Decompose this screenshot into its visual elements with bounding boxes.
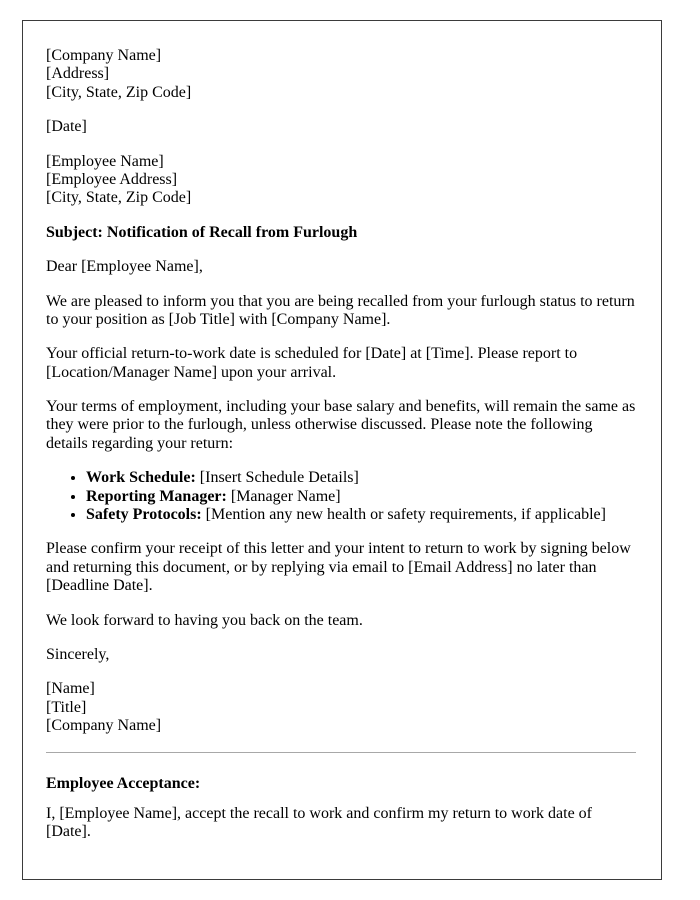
bullet-text: [Manager Name] (226, 487, 341, 505)
section-divider (46, 752, 636, 753)
sender-address-block (46, 47, 636, 102)
bullet-text: [Mention any new health or safety requirements, if applicable] (201, 506, 606, 524)
body-paragraph-confirmation: Please confirm your receipt of this letter and your intent to return to work by signing below and returning this document, or by replying via email to [Email Address] no later than [Deadline Date]. (46, 540, 631, 595)
letter-page (22, 20, 662, 880)
bullet-label: Reporting Manager: (86, 487, 227, 505)
list-item-reporting-manager (86, 488, 636, 506)
acceptance-sentence: I, [Employee Name], accept the recall to work and confirm my return to work date of [Date]. (46, 804, 593, 841)
signature-block (46, 680, 636, 735)
acceptance-heading: Employee Acceptance: (46, 774, 201, 792)
return-details-list (46, 469, 636, 524)
bullet-text: [Insert Schedule Details] (195, 469, 359, 487)
subject-line: Subject: Notification of Recall from Furlough (46, 223, 358, 241)
bullet-label: Work Schedule: (86, 469, 196, 487)
sender-company: [Company Name] (46, 47, 162, 64)
letter-date: [Date] (46, 118, 87, 136)
recipient-name: [Employee Name] (46, 152, 164, 170)
body-paragraph-return-date: Your official return-to-work date is scheduled for [Date] at [Time]. Please report to [Location/Manager Name] upon your arrival. (46, 345, 578, 381)
bullet-label: Safety Protocols: (86, 506, 202, 524)
signature-company: [Company Name] (46, 717, 162, 735)
sender-city-state-zip: [City, State, Zip Code] (46, 83, 192, 101)
body-paragraph-recall: We are pleased to inform you that you are being recalled from your furlough status to return to your position as [Job Title] with [Company Name]. (46, 292, 635, 328)
body-paragraph-terms: Your terms of employment, including your base salary and benefits, will remain the same as they were prior to the furlough, unless otherwise discussed. Please note the following details regarding your return: (46, 398, 636, 452)
signature-name: [Name] (46, 680, 95, 698)
recipient-address-block (46, 153, 636, 208)
recipient-city-state-zip: [City, State, Zip Code] (46, 189, 192, 207)
sender-address: [Address] (46, 65, 110, 83)
body-paragraph-welcome-back: We look forward to having you back on the team. (46, 611, 363, 629)
salutation: Dear [Employee Name], (46, 258, 203, 276)
list-item-work-schedule (86, 469, 636, 487)
list-item-safety-protocols (86, 506, 636, 524)
recipient-address: [Employee Address] (46, 170, 178, 188)
signature-title: [Title] (46, 698, 87, 716)
closing: Sincerely, (46, 645, 110, 663)
